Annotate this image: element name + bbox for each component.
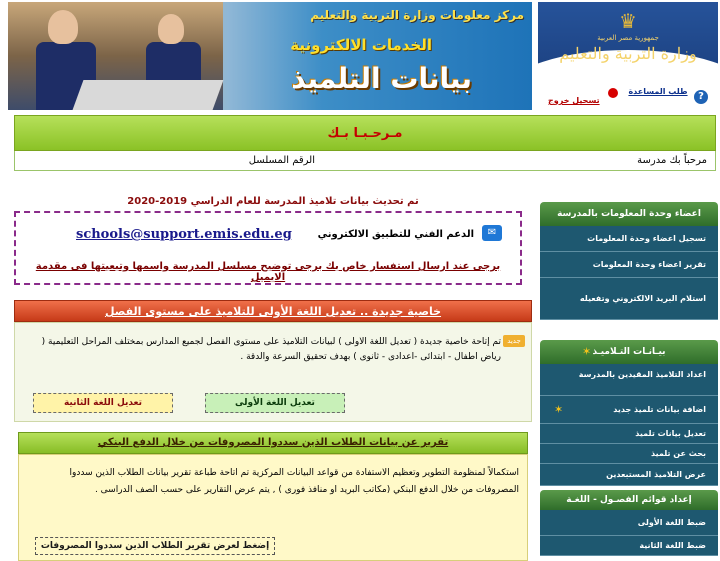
top-links bbox=[540, 86, 720, 110]
sidebar-group-students bbox=[540, 340, 718, 486]
feature-panel bbox=[14, 322, 532, 422]
sidebar-item-excluded-students[interactable]: عرض التلاميذ المستبعدين bbox=[540, 464, 718, 486]
ministry-logo bbox=[538, 2, 718, 84]
support-note: برجى عند ارسال استفسار خاص بك برجى توضيح مسلسل المدرسة واسمها وتبعيتها فى مقدمة الايميل bbox=[35, 261, 501, 283]
sidebar-item-enrolled-count[interactable]: اعداد التلاميذ المقيدين بالمدرسة bbox=[540, 364, 718, 396]
students-photo bbox=[8, 2, 223, 110]
welcome-message: مـرحـبـا بـك bbox=[327, 126, 403, 141]
sidebar-item-second-language[interactable]: ضبط اللغة الثانية bbox=[540, 536, 718, 556]
ministry-small-text: جمهورية مصر العربية bbox=[597, 34, 659, 42]
sidebar-item-edit-student[interactable]: تعديل بيانات تلميذ bbox=[540, 424, 718, 444]
banner-center-name: مركز معلومات وزارة التربية والتعليم bbox=[310, 8, 524, 22]
sidebar-item-members-report[interactable]: تقرير اعضاء وحدة المعلومات bbox=[540, 252, 718, 278]
page-header bbox=[0, 0, 720, 112]
edit-second-language-button[interactable]: تعديل اللغة الثانية bbox=[33, 393, 173, 413]
report-header bbox=[18, 432, 528, 454]
sidebar-item-add-student[interactable] bbox=[540, 396, 718, 424]
sidebar-group-info-unit bbox=[540, 202, 718, 320]
update-notice: تم تحديث بيانات تلاميذ المدرسة للعام الدراسي 2019-2020 bbox=[127, 196, 419, 207]
help-link[interactable]: طلب المساعدة bbox=[628, 87, 688, 96]
sidebar-group-title: بيـانـات التـلاميـذ bbox=[592, 347, 666, 357]
ministry-name: وزارة التربية والتعليم bbox=[559, 44, 697, 63]
support-box bbox=[14, 211, 522, 285]
edit-first-language-button[interactable]: تعديل اللغة الأولى bbox=[205, 393, 345, 413]
report-title: تقرير عن بيانات الطلاب الذين سددوا المصروفات من خلال الدفع البنكي bbox=[97, 437, 449, 448]
support-label: الدعم الفني للتطبيق الالكتروني bbox=[317, 229, 474, 240]
logout-link[interactable]: تسجيل خروج bbox=[548, 96, 600, 105]
sidebar-item-first-language[interactable]: ضبط اللغة الأولى bbox=[540, 510, 718, 536]
sidebar-group-title: اعضاء وحدة المعلومات بالمدرسة bbox=[540, 202, 718, 226]
school-info-row bbox=[14, 151, 716, 171]
report-panel bbox=[18, 454, 528, 561]
eagle-emblem-icon: ♛ bbox=[619, 9, 637, 33]
sidebar-item-label: اضافة بيانات تلميذ جديد bbox=[613, 405, 706, 414]
mail-icon: ✉ bbox=[482, 225, 502, 241]
feature-title: خاصية جديدة .. تعديل اللغة الأولى للتلاميذ على مستوى الفصل bbox=[104, 305, 442, 318]
sidebar-item-email-activation[interactable]: استلام البريد الالكتروني وتفعيله bbox=[540, 278, 718, 320]
header-banner bbox=[8, 2, 532, 110]
school-label: مرحباً بك مدرسة bbox=[637, 155, 707, 166]
support-email-link[interactable]: schools@support.emis.edu.eg bbox=[76, 227, 292, 242]
sidebar-item-register-members[interactable]: تسجيل اعضاء وحدة المعلومات bbox=[540, 226, 718, 252]
star-icon: ✶ bbox=[582, 345, 592, 358]
logout-icon[interactable] bbox=[608, 88, 618, 98]
view-payment-report-button[interactable]: إضغط لعرض تقرير الطلاب الذين سددوا المصروفات bbox=[35, 537, 275, 555]
sidebar-group-title: إعداد قوائم الفصـول - اللغـة bbox=[540, 490, 718, 510]
banner-title: بيانات التلميذ bbox=[291, 62, 472, 95]
serial-label: الرقم المسلسل bbox=[248, 155, 315, 166]
banner-eservices: الخدمات الالكترونية bbox=[290, 36, 432, 54]
sidebar-group-students-header bbox=[540, 340, 718, 364]
sidebar-group-class-lists bbox=[540, 490, 718, 556]
report-description: استكمالاً لمنظومة التطوير وتعظيم الاستفادة من قواعد البيانات المركزية تم اتاحة طباعة تقرير بيانات الطلاب الذين سددوا المصروفات من خلال الدفع البنكي (مكاتب البريد او منافذ فورى ) , يتم عرض التقارير على حسب الصف الدراسى . bbox=[69, 468, 519, 495]
feature-description: تم إتاحة خاصية جديدة ( تعديل اللغة الاولى ) لبيانات التلاميذ على مستوى الفصل لجميع المدارس بمختلف المراحل التعليمية ( رياض اطفال - ابتدائى -اعدادى - ثانوى ) بهدف تحقيق السرعة والدقة . bbox=[41, 337, 501, 362]
new-badge: جديد bbox=[503, 335, 525, 347]
star-icon: ✶ bbox=[554, 403, 564, 416]
sidebar-item-search-student[interactable]: بحث عن تلميذ bbox=[540, 444, 718, 464]
help-icon[interactable]: ? bbox=[694, 90, 708, 104]
feature-header bbox=[14, 300, 532, 322]
welcome-bar bbox=[14, 115, 716, 151]
